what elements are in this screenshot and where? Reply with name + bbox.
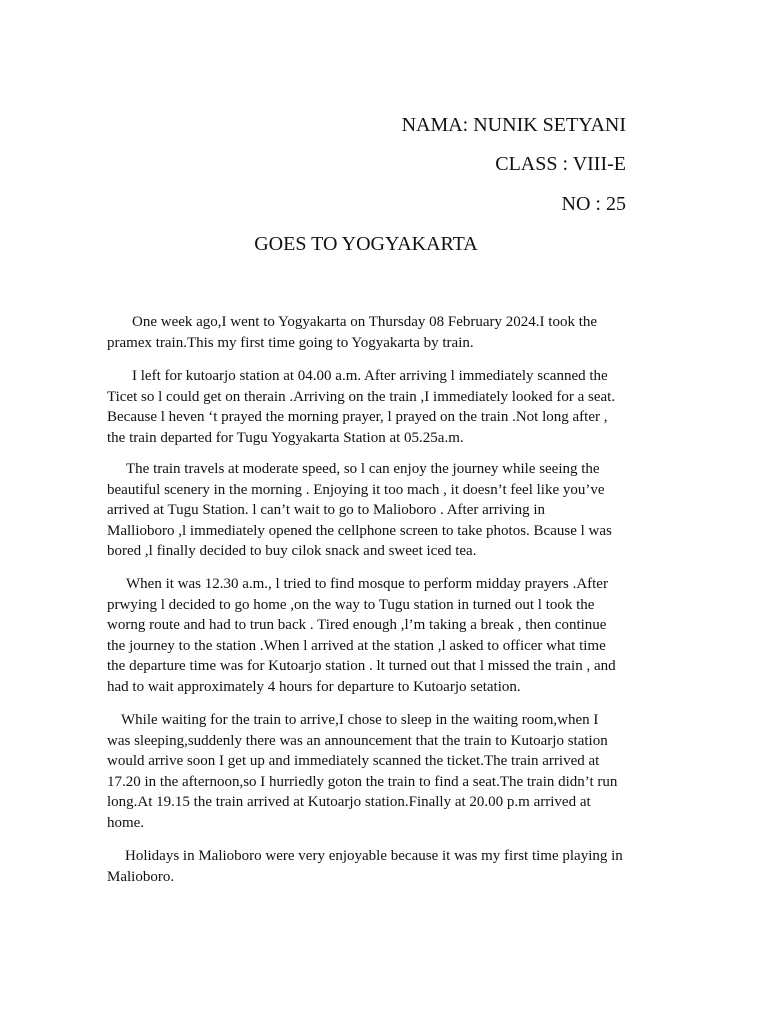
text-line: home. bbox=[107, 814, 145, 831]
text-line: the train departed for Tugu Yogyakarta Station at 05.25a.m. bbox=[107, 429, 464, 446]
text-line: Mallioboro ,l immediately opened the cellphone screen to take photos. Bcause l was bbox=[107, 522, 612, 539]
text-line: I left for kutoarjo station at 04.00 a.m. After arriving l immediately scanned the bbox=[132, 368, 608, 384]
paragraph-6 bbox=[107, 846, 623, 887]
paragraph-5 bbox=[107, 710, 617, 833]
text-line: While waiting for the train to arrive,I chose to sleep in the waiting room,when I bbox=[121, 712, 599, 728]
text-line: the departure time was for Kutoarjo station . lt turned out that l missed the train , and bbox=[107, 658, 616, 674]
text-line: the journey to the station .When l arrived at the station ,l asked to officer what time bbox=[107, 637, 606, 654]
text-line: When it was 12.30 a.m., l tried to find mosque to perform midday prayers .After bbox=[126, 576, 608, 592]
paragraph-1 bbox=[107, 312, 597, 353]
student-number: NO : 25 bbox=[561, 193, 626, 215]
text-line: Because l heven ‘t prayed the morning prayer, l prayed on the train .Not long after , bbox=[107, 409, 608, 425]
text-line: arrived at Tugu Station. l can’t wait to go to Malioboro . After arriving in bbox=[107, 502, 545, 518]
text-line: The train travels at moderate speed, so l can enjoy the journey while seeing the bbox=[126, 461, 600, 477]
text-line: would arrive soon I get up and immediately scanned the ticket.The train arrived at bbox=[107, 753, 600, 769]
essay-title: GOES TO YOGYAKARTA bbox=[254, 233, 478, 255]
text-line: worng route and had to trun back . Tired enough ,l’m taking a break , then continue bbox=[107, 617, 607, 633]
text-line: bored ,l finally decided to buy cilok snack and sweet iced tea. bbox=[107, 543, 477, 559]
student-class: CLASS : VIII-E bbox=[495, 153, 626, 175]
text-line: had to wait approximately 4 hours for departure to Kutoarjo setation. bbox=[107, 678, 521, 695]
text-line: Holidays in Malioboro were very enjoyable because it was my first time playing in bbox=[125, 848, 623, 864]
text-line: prwying l decided to go home ,on the way to Tugu station in turned out l took the bbox=[107, 596, 595, 613]
text-line: Malioboro. bbox=[107, 868, 175, 885]
text-line: beautiful scenery in the morning . Enjoying it too mach , it doesn’t feel like you’ve bbox=[107, 481, 605, 498]
text-line: was sleeping,suddenly there was an announcement that the train to Kutoarjo station bbox=[107, 732, 608, 749]
student-name: NAMA: NUNIK SETYANI bbox=[401, 114, 626, 136]
text-line: One week ago,I went to Yogyakarta on Thursday 08 February 2024.I took the bbox=[132, 314, 598, 330]
paragraph-3 bbox=[107, 459, 612, 562]
text-line: long.At 19.15 the train arrived at Kutoarjo station.Finally at 20.00 p.m arrived at bbox=[107, 794, 591, 810]
text-line: pramex train.This my first time going to Yogyakarta by train. bbox=[107, 334, 474, 351]
text-line: Ticet so l could get on therain .Arriving on the train ,I immediately looked for a seat. bbox=[107, 388, 616, 405]
paragraph-2 bbox=[107, 366, 615, 448]
paragraph-4 bbox=[107, 574, 616, 697]
text-line: 17.20 in the afternoon,so I hurriedly goton the train to find a seat.The train didn’t run bbox=[107, 773, 618, 790]
